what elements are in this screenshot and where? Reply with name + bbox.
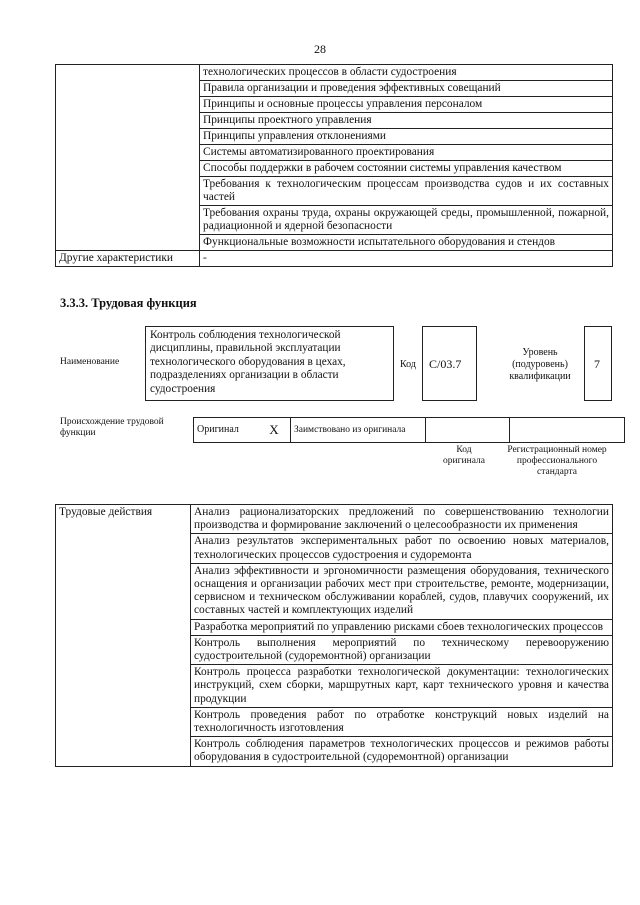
labor-action: Контроль выполнения мероприятий по техническому перевооружению судостроительной (судоремонтной) организации bbox=[191, 635, 613, 664]
knowledge-table bbox=[55, 64, 613, 267]
labor-action: Анализ результатов экспериментальных работ по освоению новых материалов, технологических процессов судостроения и судоремонта bbox=[191, 534, 613, 563]
registration-caption: Регистрационный номер профессионального стандарта bbox=[507, 445, 607, 477]
knowledge-row: Принципы проектного управления bbox=[200, 113, 613, 129]
labor-action: Анализ рационализаторских предложений по совершенствованию технологии производства и формирование заключений о целесообразности их применения bbox=[191, 505, 613, 534]
other-characteristics-value: - bbox=[200, 251, 613, 267]
labor-action: Контроль процесса разработки технологической документации: технологических инструкций, схем сборки, маршрутных карт, карт технического уровня и качества продукции bbox=[191, 665, 613, 708]
original-code-caption: Код оригинала bbox=[443, 445, 485, 466]
knowledge-row: Требования к технологическим процессам производства судов и их составных частей bbox=[200, 177, 613, 206]
labor-actions-label: Трудовые действия bbox=[56, 505, 191, 767]
original-label: Оригинал bbox=[194, 418, 259, 443]
section-title: 3.3.3. Трудовая функция bbox=[60, 296, 197, 310]
origin-table bbox=[193, 417, 625, 443]
function-name: Контроль соблюдения технологической дисциплины, правильной эксплуатации технологического оборудования в цехах, подразделениях организации в области судостроения bbox=[145, 326, 394, 401]
name-label: Наименование bbox=[60, 357, 120, 367]
level-label: Уровень (подуровень) квалификации bbox=[509, 347, 571, 382]
registration-number-cell bbox=[510, 418, 625, 443]
knowledge-row: Принципы управления отклонениями bbox=[200, 129, 613, 145]
borrowed-label: Заимствовано из оригинала bbox=[291, 418, 426, 443]
knowledge-row: Функциональные возможности испытательного оборудования и стендов bbox=[200, 235, 613, 251]
qualification-level: 7 bbox=[584, 326, 612, 401]
labor-action: Контроль проведения работ по отработке конструкций новых изделий на технологичность изготовления bbox=[191, 707, 613, 736]
knowledge-label-cell bbox=[56, 65, 200, 251]
labor-action: Разработка мероприятий по управлению рисками сбоев технологических процессов bbox=[191, 619, 613, 635]
original-mark: Х bbox=[258, 418, 291, 443]
origin-label: Происхождение трудовой функции bbox=[60, 417, 164, 438]
labor-action: Контроль соблюдения параметров технологических процессов и режимов работы оборудования в судостроительной (судоремонтной) организации bbox=[191, 737, 613, 766]
knowledge-row: Правила организации и проведения эффективных совещаний bbox=[200, 81, 613, 97]
labor-actions-table bbox=[55, 504, 613, 767]
knowledge-row: Способы поддержки в рабочем состоянии системы управления качеством bbox=[200, 161, 613, 177]
knowledge-row: технологических процессов в области судостроения bbox=[200, 65, 613, 81]
other-characteristics-label: Другие характеристики bbox=[56, 251, 200, 267]
knowledge-row: Требования охраны труда, охраны окружающей среды, промышленной, пожарной, радиационной и ядерной безопасности bbox=[200, 206, 613, 235]
knowledge-row: Принципы и основные процессы управления персоналом bbox=[200, 97, 613, 113]
original-code-cell bbox=[426, 418, 510, 443]
function-code: С/03.7 bbox=[422, 326, 477, 401]
page-number: 28 bbox=[314, 42, 326, 56]
labor-action: Анализ эффективности и эргономичности размещения оборудования, технического оснащения и организации рабочих мест при строительстве, ремонте, модернизации, сервисном и техническом обслуживании кораблей, судов, плавучих сооружений, их составных частей и комплектующих изделий bbox=[191, 563, 613, 619]
knowledge-row: Системы автоматизированного проектирования bbox=[200, 145, 613, 161]
code-label: Код bbox=[400, 359, 416, 370]
